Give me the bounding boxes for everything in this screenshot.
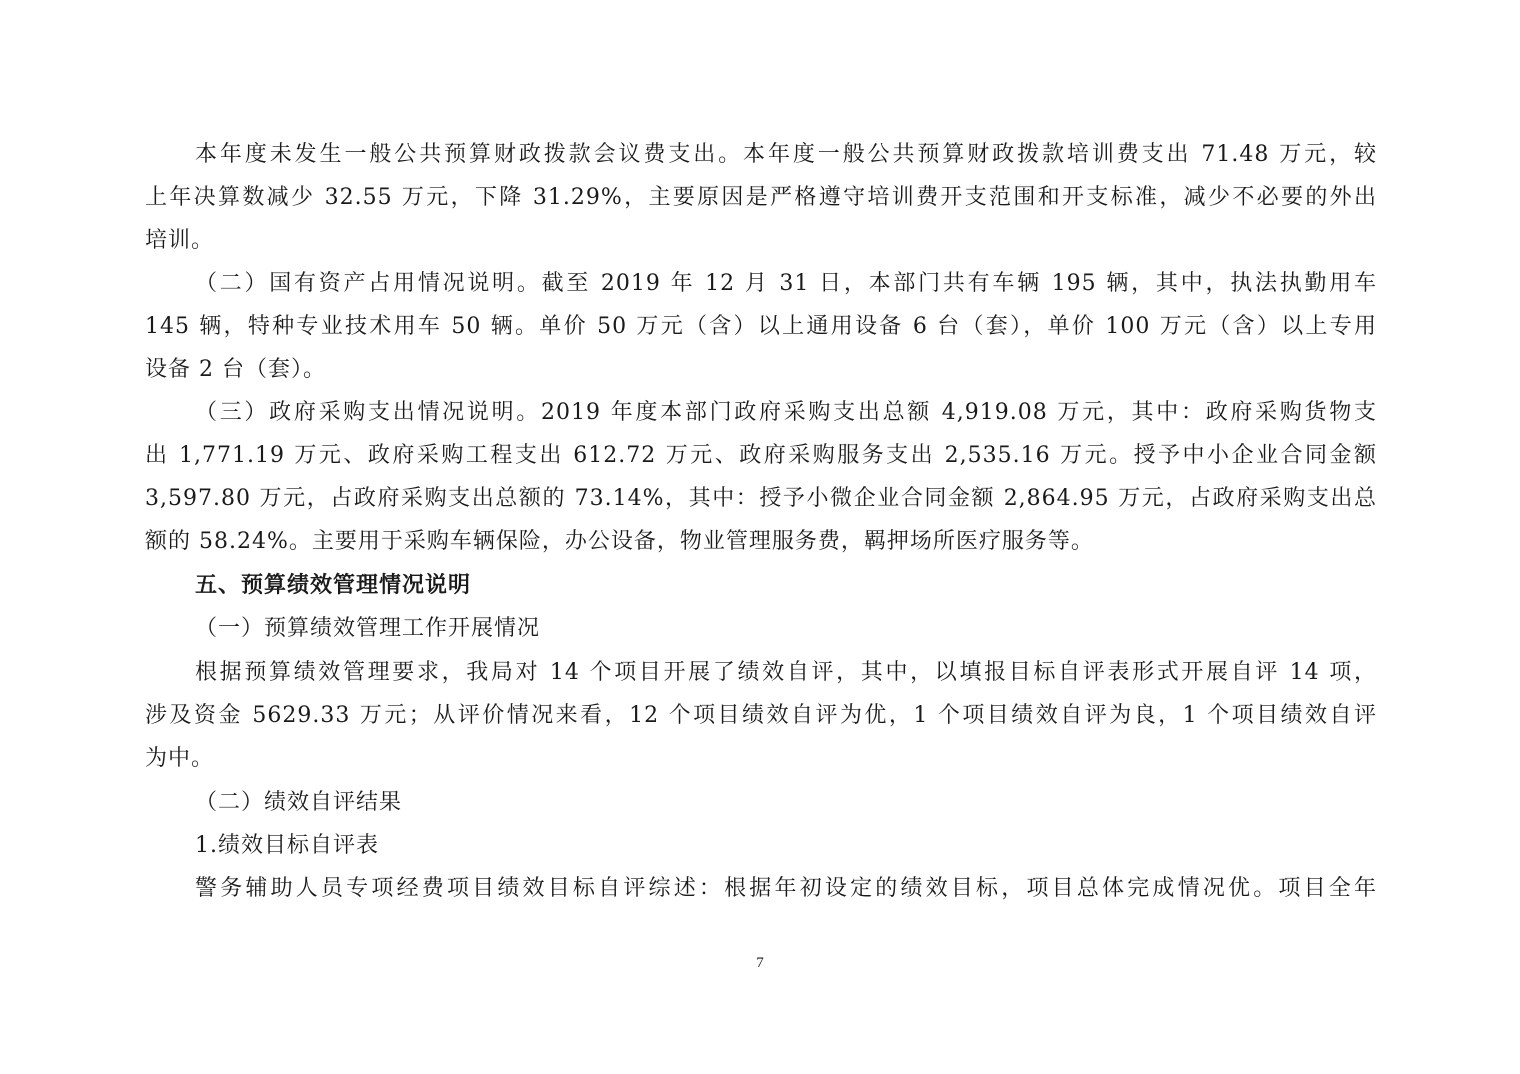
subheading-performance-work: （一）预算绩效管理工作开展情况 (195, 616, 541, 641)
paragraph-training-fee-line-1: 本年度未发生一般公共预算财政拨款会议费支出。本年度一般公共预算财政拨款培训费支出 71.48 万元，较 (195, 142, 1377, 167)
subheading-goal-self-evaluation-table: 1.绩效目标自评表 (195, 833, 379, 858)
paragraph-state-assets-line-1: （二）国有资产占用情况说明。截至 2019 年 12 月 31 日，本部门共有车辆 195 辆，其中，执法执勤用车 (195, 271, 1377, 296)
section-heading-performance: 五、预算绩效管理情况说明 (195, 573, 472, 598)
paragraph-state-assets-line-3: 设备 2 台（套）。 (145, 357, 326, 382)
paragraph-procurement-line-1: （三）政府采购支出情况说明。2019 年度本部门政府采购支出总额 4,919.08 万元，其中：政府采购货物支 (195, 400, 1377, 425)
paragraph-self-evaluation-line-3: 为中。 (145, 746, 215, 771)
paragraph-procurement-line-4: 额的 58.24%。主要用于采购车辆保险，办公设备，物业管理服务费，羁押场所医疗服务等。 (145, 529, 1094, 554)
page-number: 7 (756, 955, 764, 971)
paragraph-self-evaluation-line-2: 涉及资金 5629.33 万元；从评价情况来看，12 个项目绩效自评为优，1 个项目绩效自评为良，1 个项目绩效自评 (145, 703, 1377, 728)
paragraph-procurement-line-3: 3,597.80 万元，占政府采购支出总额的 73.14%，其中：授予小微企业合同金额 2,864.95 万元，占政府采购支出总 (145, 486, 1377, 511)
paragraph-procurement-line-2: 出 1,771.19 万元、政府采购工程支出 612.72 万元、政府采购服务支出 2,535.16 万元。授予中小企业合同金额 (145, 443, 1377, 468)
paragraph-state-assets-line-2: 145 辆，特种专业技术用车 50 辆。单价 50 万元（含）以上通用设备 6 台（套），单价 100 万元（含）以上专用 (145, 314, 1377, 339)
paragraph-self-evaluation-line-1: 根据预算绩效管理要求，我局对 14 个项目开展了绩效自评，其中，以填报目标自评表形式开展自评 14 项， (195, 660, 1377, 685)
paragraph-training-fee-line-2: 上年决算数减少 32.55 万元，下降 31.29%，主要原因是严格遵守培训费开支范围和开支标准，减少不必要的外出 (145, 185, 1377, 210)
subheading-self-evaluation-results: （二）绩效自评结果 (195, 790, 403, 815)
paragraph-training-fee-line-3: 培训。 (145, 228, 215, 253)
paragraph-auxiliary-police-summary: 警务辅助人员专项经费项目绩效目标自评综述：根据年初设定的绩效目标，项目总体完成情况优。项目全年 (195, 876, 1377, 901)
